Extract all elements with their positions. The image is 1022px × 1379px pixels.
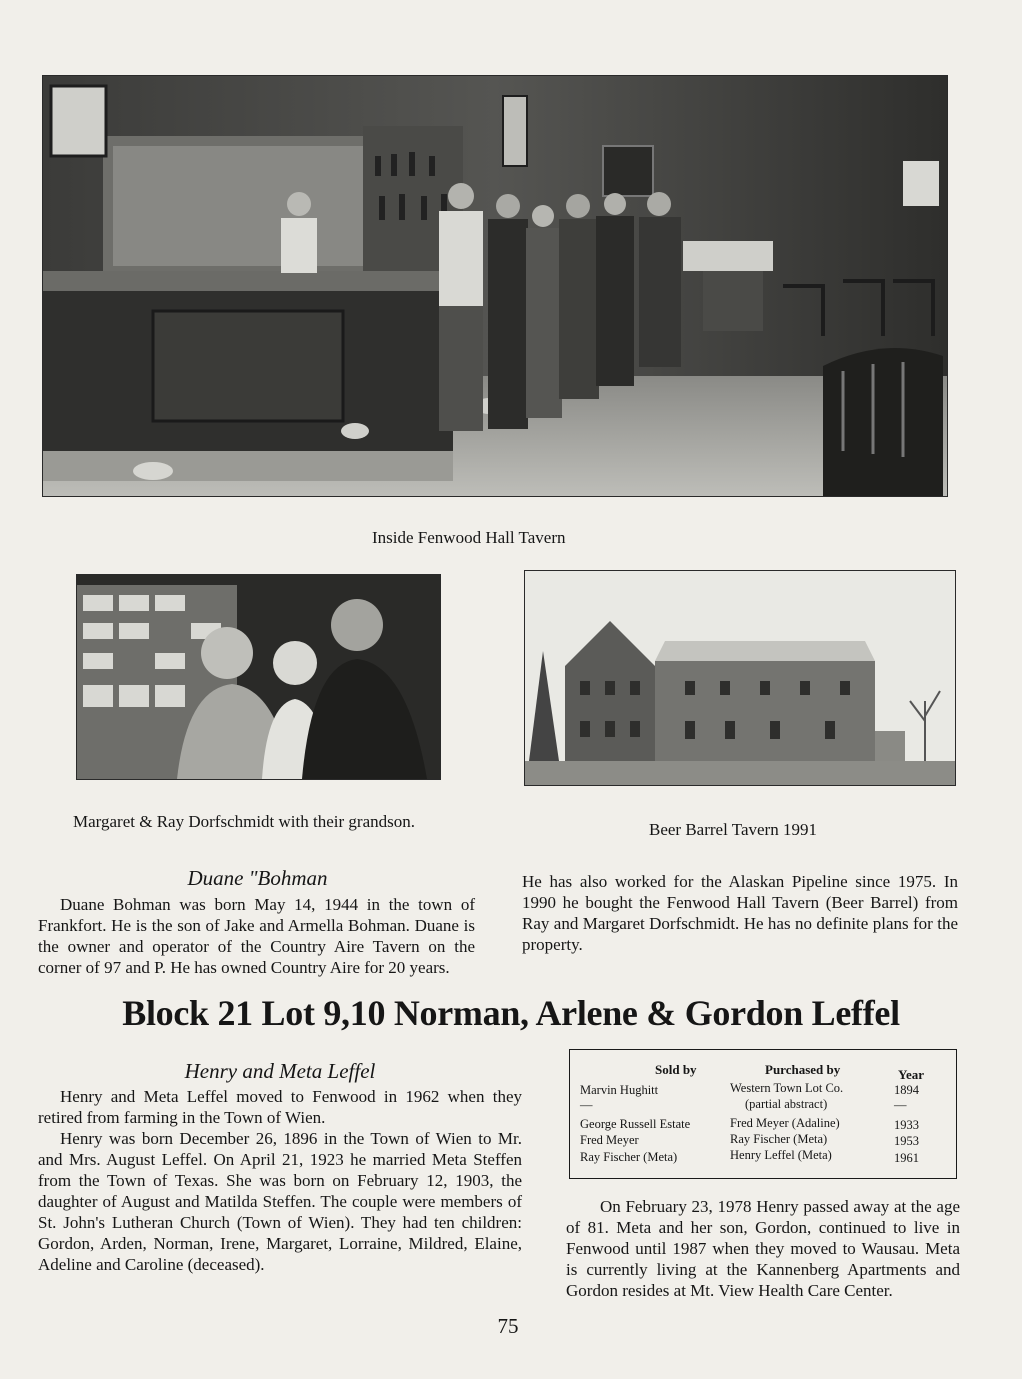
dorfschmidt-caption: Margaret & Ray Dorfschmidt with their grandson. xyxy=(73,812,415,831)
bohman-heading: Duane "Bohman xyxy=(187,866,328,890)
table-row-4-year: 1953 xyxy=(894,1134,919,1148)
beer-barrel-caption: Beer Barrel Tavern 1991 xyxy=(649,820,817,839)
beer-barrel-illustration xyxy=(525,571,955,785)
beer-barrel-photo xyxy=(524,570,956,786)
table-row-1-sold-by: Marvin Hughitt xyxy=(580,1083,659,1097)
leffel-heading: Henry and Meta Leffel xyxy=(184,1059,376,1083)
bohman-continued xyxy=(522,871,958,955)
tavern-interior-illustration xyxy=(43,76,947,496)
dorfschmidt-illustration xyxy=(77,575,440,779)
table-row-5-purchased-by: Henry Leffel (Meta) xyxy=(730,1148,832,1162)
table-row-5-sold-by: Ray Fischer (Meta) xyxy=(580,1150,678,1164)
leffel-closing-text: On February 23, 1978 Henry passed away at the age of 81. Meta and her son, Gordon, continued to live in Fenwood until 1987 when they moved to Wausau. Meta is currently living at the Kannenberg Apartments and Gordon resides at Mt. View Health Care Center. xyxy=(566,1197,960,1300)
bohman-paragraph-text: Duane Bohman was born May 14, 1944 in the town of Frankfort. He is the son of Jake and Armella Bohman. Duane is the owner and operator of the Country Aire Tavern on the corner of 97 and P. He has owned Country Aire for 20 years. xyxy=(38,895,475,977)
table-row-1-purchased-by: Western Town Lot Co. xyxy=(730,1081,844,1095)
block-heading: Block 21 Lot 9,10 Norman, Arlene & Gordon Leffel xyxy=(122,993,900,1033)
leffel-paragraph-2: Henry was born December 26, 1896 in the Town of Wien to Mr. and Mrs. August Leffel. On April 21, 1923 he married Meta Steffen from the Town of Texas. She was born on February 12, 1903, the daughter of August and Matilda Steffen. The couple were members of St. John's Lutheran Church (Town of Wien). They had ten children: Gordon, Arden, Norman, Irene, Margaret, Lorraine, Mildred, Elaine, Adeline and Caroline (deceased). xyxy=(38,1129,522,1274)
land-sales-table xyxy=(569,1049,957,1179)
table-row-3-purchased-by: Fred Meyer (Adaline) xyxy=(730,1116,840,1130)
dorfschmidt-photo xyxy=(76,574,441,780)
table-row-3-year: 1933 xyxy=(894,1118,919,1132)
tavern-interior-photo xyxy=(42,75,948,497)
table-row-1-year: 1894 xyxy=(894,1083,919,1097)
table-header-year: Year xyxy=(898,1067,924,1082)
tavern-interior-caption: Inside Fenwood Hall Tavern xyxy=(372,528,566,547)
table-row-3-sold-by: George Russell Estate xyxy=(580,1117,691,1131)
table-header-sold-by: Sold by xyxy=(655,1062,697,1077)
table-header-purchased-by: Purchased by xyxy=(765,1062,841,1077)
bohman-continued-text: He has also worked for the Alaskan Pipeline since 1975. In 1990 he bought the Fenwood Hall Tavern (Beer Barrel) from Ray and Margaret Dorfschmidt. He has no definite plans for the property. xyxy=(522,872,958,954)
table-row-2-sold-by: — xyxy=(580,1098,593,1112)
table-row-5-year: 1961 xyxy=(894,1151,919,1165)
table-row-2-year: — xyxy=(894,1098,907,1112)
table-row-4-sold-by: Fred Meyer xyxy=(580,1133,639,1147)
leffel-body xyxy=(38,1086,522,1275)
table-row-2-purchased-by: (partial abstract) xyxy=(745,1097,828,1111)
table-row-4-purchased-by: Ray Fischer (Meta) xyxy=(730,1132,828,1146)
page-number: 75 xyxy=(497,1314,519,1338)
leffel-closing xyxy=(566,1196,960,1301)
bohman-paragraph xyxy=(38,894,475,978)
leffel-paragraph-1: Henry and Meta Leffel moved to Fenwood in 1962 when they retired from farming in the Town of Wien. xyxy=(38,1087,522,1127)
